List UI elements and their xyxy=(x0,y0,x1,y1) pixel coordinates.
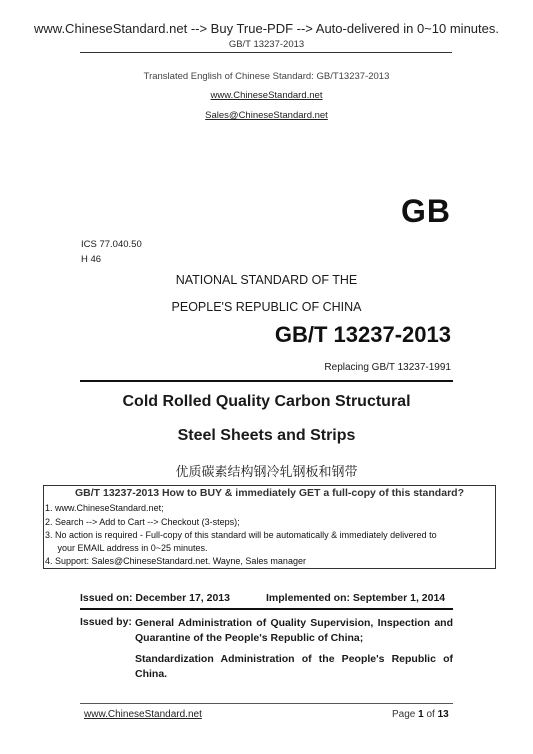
page-total: 13 xyxy=(437,709,449,720)
replacing-note: Replacing GB/T 13237-1991 xyxy=(324,362,451,373)
ics-code: ICS 77.040.50 xyxy=(81,239,142,250)
page-current: 1 xyxy=(418,709,424,720)
footer-divider xyxy=(80,703,453,704)
dates-divider xyxy=(80,608,453,610)
buy-step-4: 4. Support: Sales@ChineseStandard.net. Wayne, Sales manager xyxy=(45,556,306,566)
issuer-aqsiq: General Administration of Quality Supervision, Inspection and Quarantine of the People's Republic of China; xyxy=(135,617,453,644)
top-banner: www.ChineseStandard.net --> Buy True-PDF --> Auto-delivered in 0~10 minutes. xyxy=(34,21,499,36)
title-line1: Cold Rolled Quality Carbon Structural xyxy=(122,393,411,410)
title-divider xyxy=(80,380,453,382)
national-standard-line2: PEOPLE'S REPUBLIC OF CHINA xyxy=(171,300,362,314)
email-link[interactable]: Sales@ChineseStandard.net xyxy=(205,110,328,121)
issued-date: Issued on: December 17, 2013 xyxy=(80,592,230,604)
page-indicator xyxy=(392,709,449,720)
translation-note: Translated English of Chinese Standard: GB/T13237-2013 xyxy=(143,71,390,82)
buy-step-3-cont: your EMAIL address in 0~25 minutes. xyxy=(45,543,208,553)
issuer-sac: Standardization Administration of the People's Republic of China. xyxy=(135,653,453,680)
page-label: Page xyxy=(392,709,419,720)
buy-step-1: 1. www.ChineseStandard.net; xyxy=(45,503,164,513)
title-line2: Steel Sheets and Strips xyxy=(177,427,356,444)
header-code: GB/T 13237-2013 xyxy=(228,39,305,50)
gb-mark: GB xyxy=(401,193,451,229)
implemented-date: Implemented on: September 1, 2014 xyxy=(266,592,446,604)
footer-website-link[interactable]: www.ChineseStandard.net xyxy=(84,709,202,720)
title-chinese: 优质碳素结构钢冷轧钢板和钢带 xyxy=(175,464,358,479)
buy-heading: GB/T 13237-2013 How to BUY & immediately GET a full-copy of this standard? xyxy=(75,487,464,499)
page-of: of xyxy=(423,709,438,720)
national-standard-line1: NATIONAL STANDARD OF THE xyxy=(175,273,358,287)
standard-number: GB/T 13237-2013 xyxy=(274,322,451,347)
ccs-code: H 46 xyxy=(81,254,102,265)
header-divider xyxy=(80,52,452,53)
buy-step-2: 2. Search --> Add to Cart --> Checkout (3-steps); xyxy=(45,517,240,527)
buy-step-3: 3. No action is required - Full-copy of this standard will be automatically & immediately delivered to xyxy=(45,530,437,540)
issued-by-label: Issued by: xyxy=(80,616,132,628)
website-link[interactable]: www.ChineseStandard.net xyxy=(210,90,323,101)
